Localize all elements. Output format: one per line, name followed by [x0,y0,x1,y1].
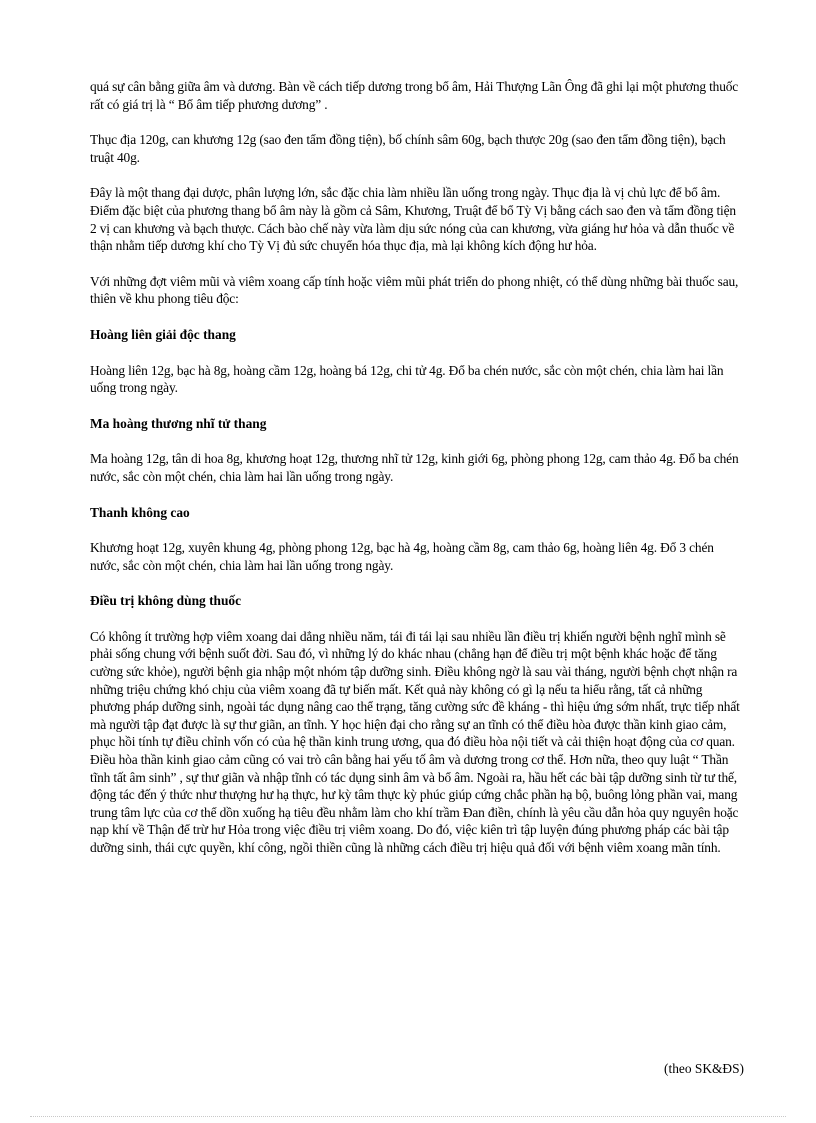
hoang-lien-recipe: Hoàng liên 12g, bạc hà 8g, hoàng cầm 12g, hoàng bá 12g, chi tử 4g. Đổ ba chén nước, sắc còn một chén, chia làm hai lần uống trong ngày. [90,362,724,396]
source-citation: (theo SK&ĐS) [664,1061,744,1076]
acute-sinusitis-paragraph: Với những đợt viêm mũi và viêm xoang cấp tính hoặc viêm mũi phát triển do phong nhiệt, có thể dùng những bài thuốc sau, thiên về khu phong tiêu độc: [90,273,739,307]
section-heading-thanh-khong-cao: Thanh không cao [90,504,190,520]
remedy-ingredients-paragraph: Thục địa 120g, can khương 12g (sao đen tẩm đồng tiện), bố chính sâm 60g, bạch thược 20g (sao đen tẩm đồng tiện), bạch truật 40g. [90,132,726,165]
thanh-khong-cao-recipe: Khương hoạt 12g, xuyên khung 4g, phòng phong 12g, bạc hà 4g, hoàng cầm 8g, cam thảo 6g, hoàng liên 4g. Đổ 3 chén nước, sắc còn một chén, chia làm hai lần uống trong ngày. [90,540,714,573]
non-drug-treatment-paragraph: Có không ít trường hợp viêm xoang dai dẳng nhiều năm, tái đi tái lại sau nhiều lần điều trị khiến người bệnh nghĩ mình sẽ phải sống chung với bệnh suốt đời. Sau đó, vì những lý do khác nhau (chẳng hạn để điều trị một bệnh khác hoặc để tăng cường sức khỏe), người bệnh gia nhập một nhóm tập dưỡng sinh. Điều không ngờ là sau vài tháng, người bệnh chợt nhận ra những triệu chứng khó chịu của viêm xoang đã tự biến mất. Kết quả này không có gì lạ nếu ta hiểu rằng, tất cả những phương pháp dưỡng sinh, ngoài tác dụng nâng cao thể trạng, tăng cường sức đề kháng - thì hiệu ứng sớm nhất, trực tiếp nhất mà người tập đạt được là sự thư giãn, an tĩnh. Y học hiện đại cho rằng sự an tĩnh có thể điều hòa được thần kinh giao cảm, phục hồi tính tự điều chỉnh vốn có của hệ thần kinh trung ương, qua đó điều hòa nội tiết và cải thiện hoạt động của cơ quan. Điều hòa thần kinh giao cảm cũng có vai trò cân bằng hai yếu tố âm và dương trong cơ thể. Hơn nữa, theo quy luật “ Thần tĩnh tất âm sinh” , sự thư giãn và nhập tĩnh có tác dụng sinh âm và bổ âm. Ngoài ra, hầu hết các bài tập dưỡng sinh từ tư thế, động tác đến ý thức như thượng hư hạ thực, hư kỳ tâm thực kỳ phúc giúp cứng chắc phần hạ bộ, buông lỏng phần vai, mang trung tâm lực của cơ thể dồn xuống hạ tiêu đều nhằm làm cho khí trầm Đan điền, chính là yêu cầu dẫn hỏa quy nguyên hoặc nạp khí về Thận để trừ hư Hỏa trong việc điều trị viêm xoang. Do đó, việc kiên trì tập luyện đúng phương pháp các bài tập dưỡng sinh, thái cực quyền, khí công, ngồi thiền cũng là những cách điều trị hiệu quả đối với bệnh viêm xoang mãn tính. [90,628,740,855]
intro-paragraph: quá sự cân bằng giữa âm và dương. Bàn về cách tiếp dương trong bổ âm, Hải Thượng Lãn Ông đã ghi lại một phương thuốc rất có giá trị là “ Bổ âm tiếp phương dương” . [90,79,739,112]
section-heading-hoang-lien: Hoàng liên giải độc thang [90,326,236,342]
section-heading-ma-hoang: Ma hoàng thương nhĩ tử thang [90,415,267,431]
remedy-explanation-paragraph: Đây là một thang đại dược, phân lượng lớn, sắc đặc chia làm nhiều lần uống trong ngày. Thục địa là vị chủ lực để bổ âm. Điểm đặc biệt của phương thang bổ âm này là gồm cả Sâm, Khương, Truật để bổ Tỳ Vị bằng cách sao đen và tẩm đồng tiện 2 vị can khương và bạch thược. Cách bào chế này vừa làm dịu sức nóng của can khương, vừa giáng hư hỏa và dẫn thuốc về thận nhằm tiếp dương khí cho Tỳ Vị đủ sức chuyển hóa thục địa, mà lại không kích động hư hỏa. [90,185,736,254]
ma-hoang-recipe: Ma hoàng 12g, tân di hoa 8g, khương hoạt 12g, thương nhĩ tử 12g, kinh giới 6g, phòng phong 12g, cam thảo 4g. Đổ ba chén nước, sắc còn một chén, chia làm hai lần uống trong ngày. [90,451,739,484]
page-bottom-divider [30,1116,786,1117]
document-body [90,78,742,875]
section-heading-non-drug-treatment: Điều trị không dùng thuốc [90,593,242,609]
